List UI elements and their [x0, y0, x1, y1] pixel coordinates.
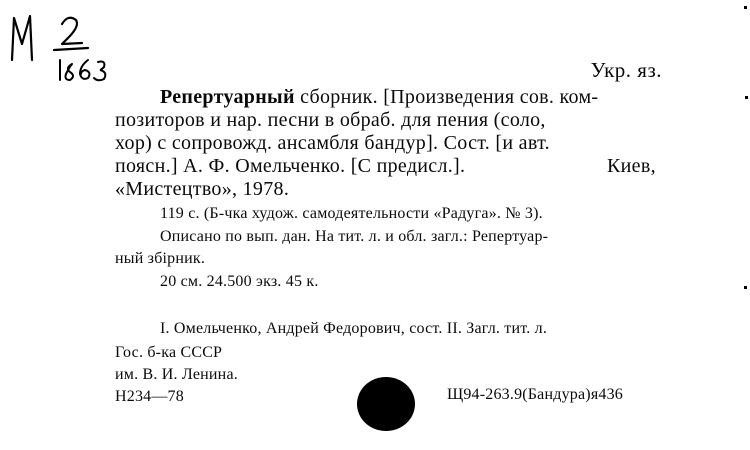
publication-city: Киев, [607, 155, 656, 177]
format-line: 20 см. 24.500 экз. 45 к. [160, 273, 319, 290]
description-line-3: хор) с сопровожд. ансамбля бандур]. Сост. [и авт. [115, 132, 550, 154]
description-line-1 [160, 86, 598, 109]
card-number: Н234—78 [115, 388, 184, 405]
library-line-1: Гос. б-ка СССР [115, 344, 223, 361]
note-line-1: Описано по вып. дан. На тит. л. и обл. загл.: Репертуар- [160, 228, 549, 245]
scan-speck [745, 96, 748, 99]
note-line-2: ный збірник. [115, 250, 206, 267]
description-line-5: «Мистецтво», 1978. [115, 178, 290, 200]
description-line-4-text: поясн.] А. Ф. Омельченко. [С предисл.]. [115, 155, 466, 177]
description-line-1-text: сборник. [Произведения сов. ком- [294, 86, 599, 108]
description-line-4 [115, 155, 465, 178]
title-word: Репертуарный [160, 86, 295, 108]
classification-index: Щ94-263.9(Бандура)я436 [447, 386, 623, 403]
library-line-2: им. В. И. Ленина. [115, 366, 238, 383]
description-line-2: позиторов и нар. песни в обраб. для пения (соло, [115, 109, 546, 131]
card-punch-hole [357, 377, 415, 431]
handwritten-shelf-mark [2, 4, 132, 84]
handwritten-mark-drawing [2, 4, 132, 84]
pages-series-line: 119 с. (Б-чка худож. самодеятельности «Радуга». № 3). [160, 205, 543, 222]
scan-speck [744, 6, 747, 9]
hand-letter [2, 4, 3, 5]
tracings-line: I. Омельченко, Андрей Федорович, сост. II. Загл. тит. л. [160, 320, 548, 337]
scan-speck [744, 286, 747, 289]
language-note: Укр. яз. [590, 58, 662, 82]
